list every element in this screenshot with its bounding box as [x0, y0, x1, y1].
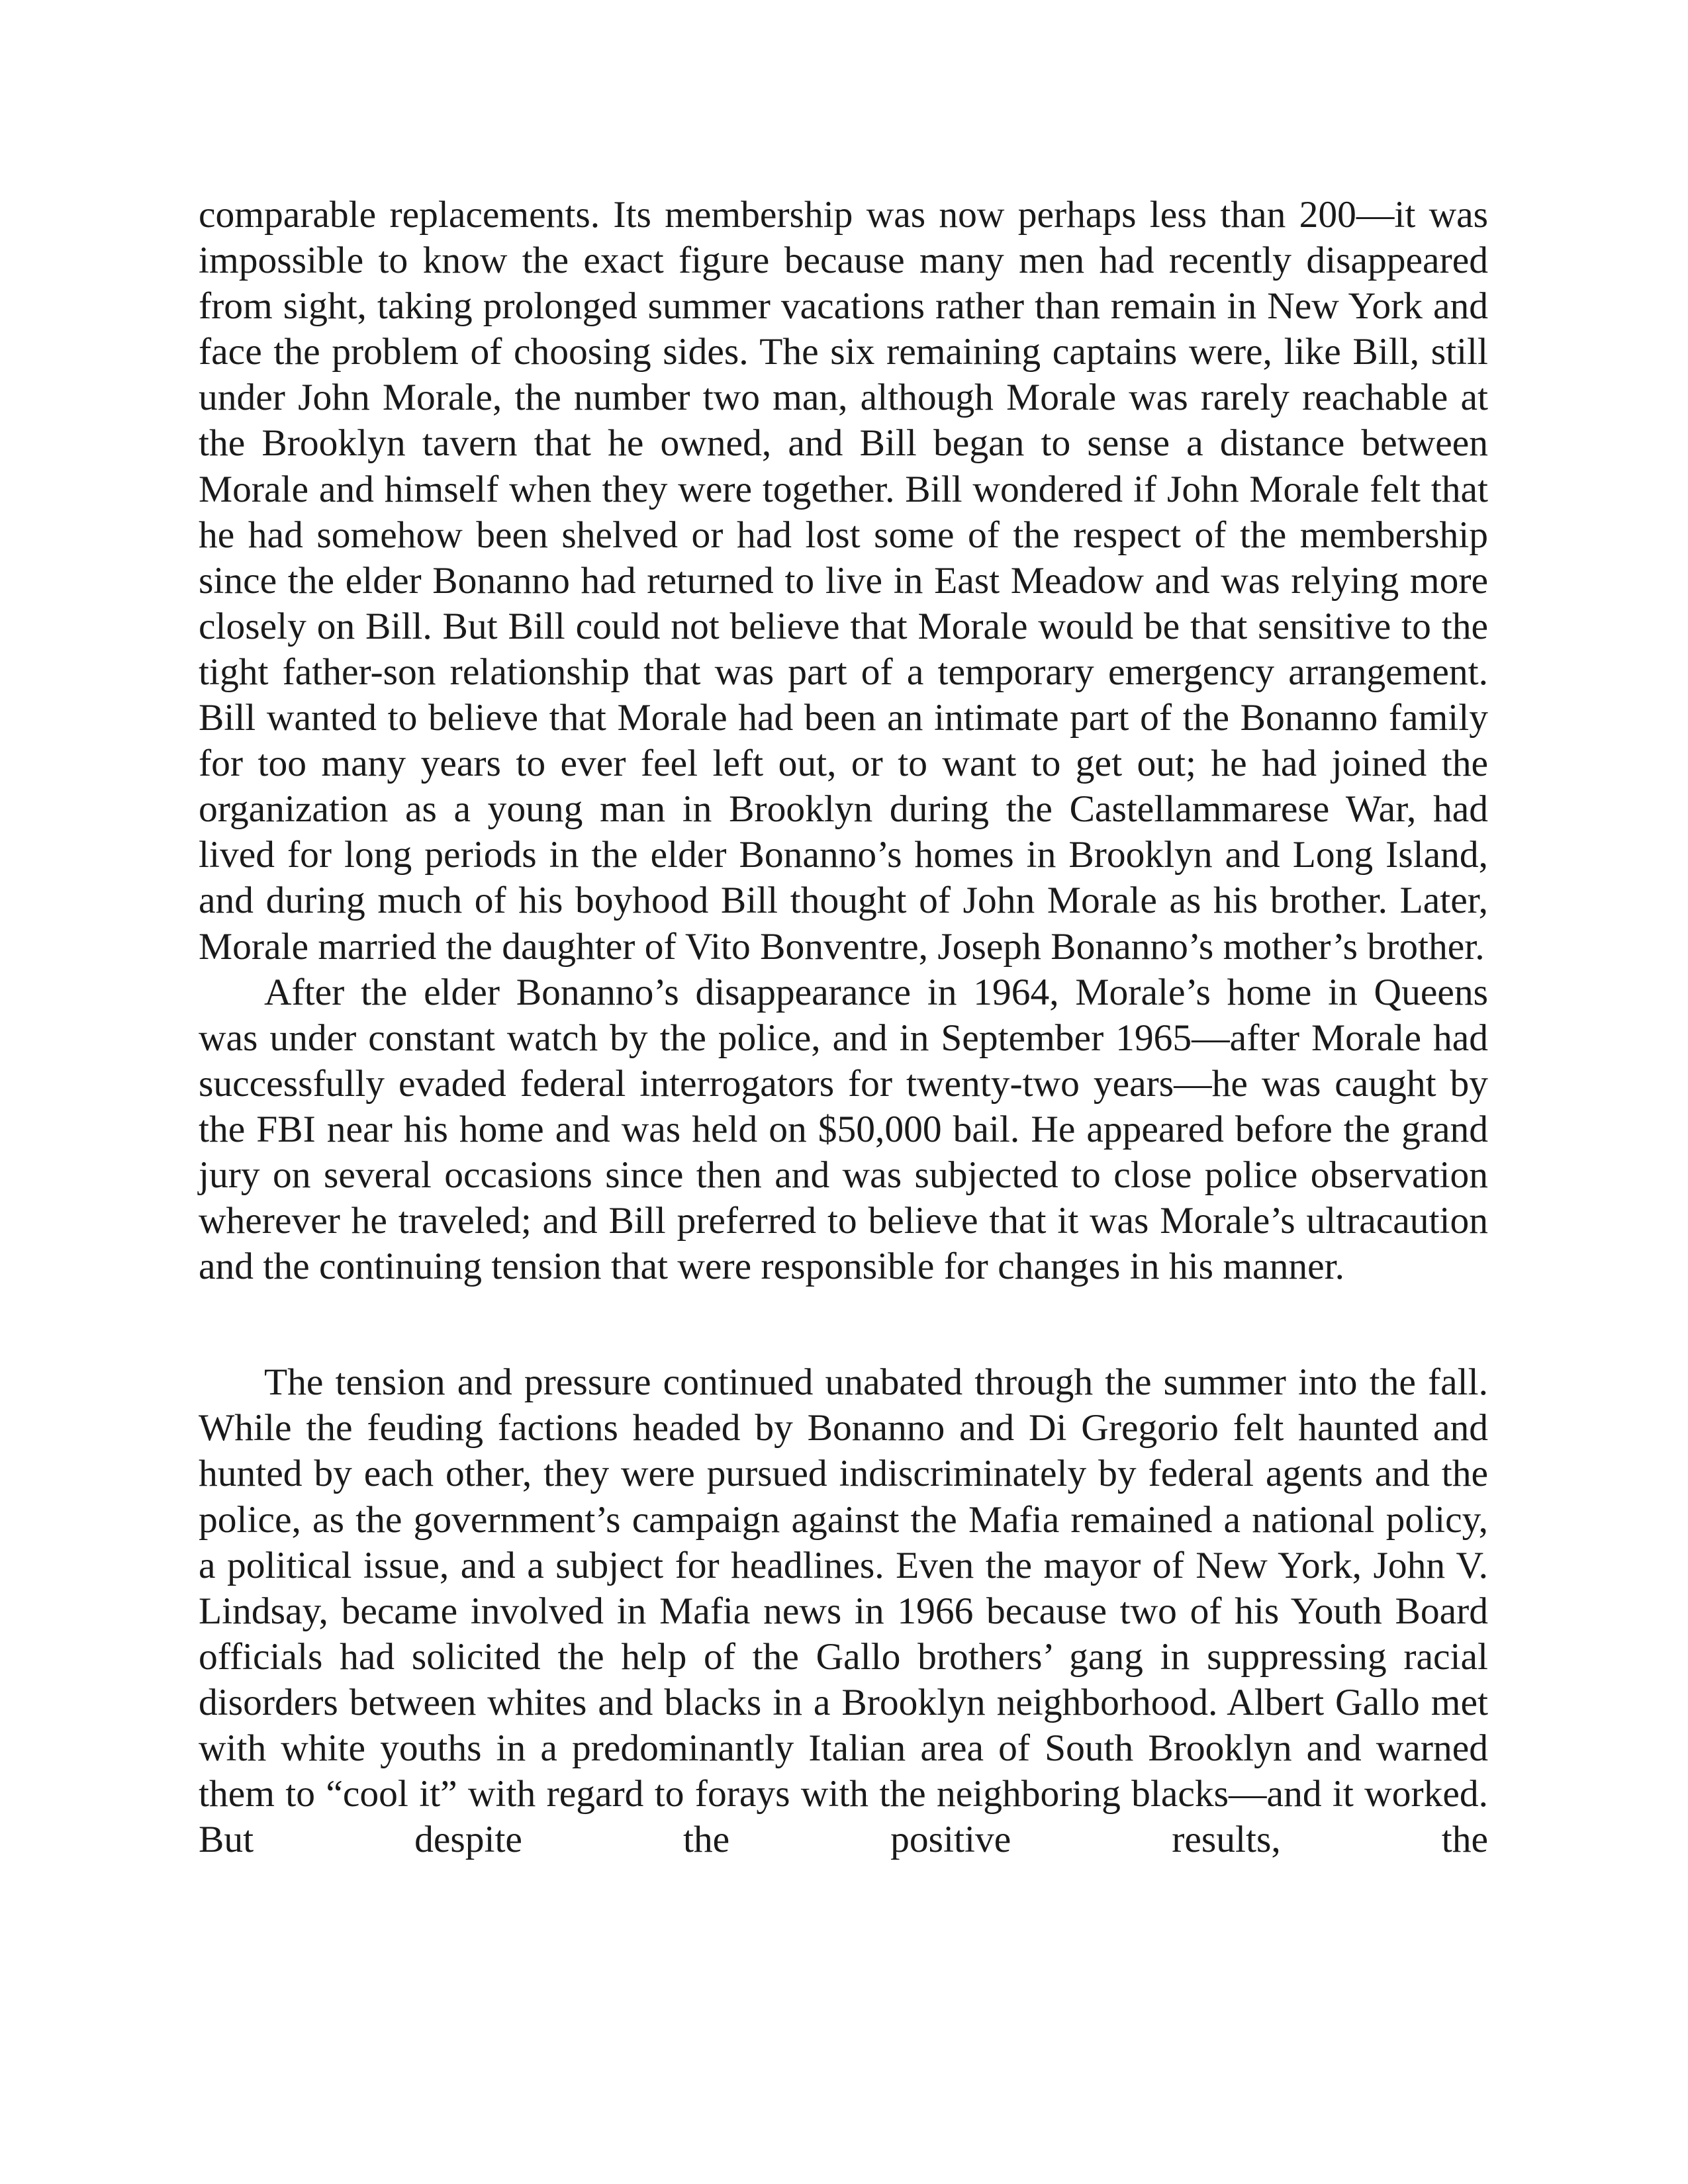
book-page [199, 192, 1488, 1862]
paragraph-morale-surveillance: After the elder Bonanno’s disappearance in 1964, Morale’s home in Queens was under constant watch by the police, and in September 1965—after Morale had successfully evaded federal interrogators for twenty-two years—he was caught by the FBI near his home and was held on $50,000 bail. He appeared before the grand jury on several occasions since then and was subjected to close police observation wherever he traveled; and Bill preferred to believe that it was Morale’s ultracaution and the continuing tension that were responsible for changes in his manner. [199, 971, 1488, 1288]
paragraph-tension-pressure: The tension and pressure continued unabated through the summer into the fall. While the feuding factions headed by Bonanno and Di Gregorio felt haunted and hunted by each other, they were pursued indiscriminately by federal agents and the police, as the government’s campaign against the Mafia remained a national policy, a political issue, and a subject for headlines. Even the mayor of New York, John V. Lindsay, became involved in Mafia news in 1966 because two of his Youth Board officials had solicited the help of the Gallo brothers’ gang in suppressing racial disorders between whites and blacks in a Brooklyn neighborhood. Albert Gallo met with white youths in a predominantly Italian area of South Brooklyn and warned them to “cool it” with regard to forays with the neighboring blacks—and it worked. But despite the positive results, the [199, 1361, 1488, 1861]
paragraph-continuation: comparable replacements. Its membership was now perhaps less than 200—it was impossible to know the exact figure because many men had recently disappeared from sight, taking prolonged summer vacations rather than remain in New York and face the problem of choosing sides. The six remaining captains were, like Bill, still under John Morale, the number two man, although Morale was rarely reachable at the Brooklyn tavern that he owned, and Bill began to sense a distance between Morale and himself when they were together. Bill wondered if John Morale felt that he had somehow been shelved or had lost some of the respect of the membership since the elder Bonanno had returned to live in East Meadow and was relying more closely on Bill. But Bill could not believe that Morale would be that sensitive to the tight father-son relationship that was part of a temporary emergency arrangement. Bill wanted to believe that Morale had been an intimate part of the Bonanno family for too many years to ever feel left out, or to want to get out; he had joined the organization as a young man in Brooklyn during the Castellammarese War, had lived for long periods in the elder Bonanno’s homes in Brooklyn and Long Island, and during much of his boyhood Bill thought of John Morale as his brother. Later, Morale married the daughter of Vito Bonventre, Joseph Bonanno’s mother’s brother. [199, 194, 1488, 968]
section-break [199, 1289, 1488, 1359]
